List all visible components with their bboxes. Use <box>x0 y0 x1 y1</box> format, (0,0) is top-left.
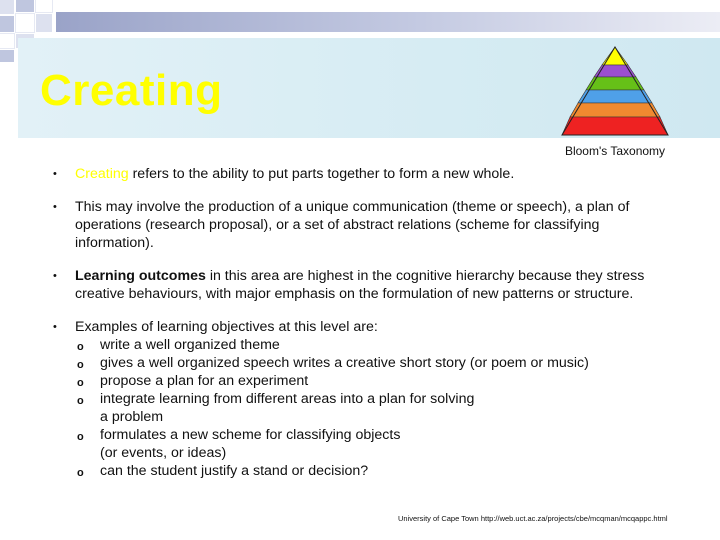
objective-item <box>75 390 480 426</box>
objective-text: propose a plan for an experiment <box>100 373 309 389</box>
decor-square <box>0 50 14 62</box>
bullet-marker: • <box>53 168 57 180</box>
keyword-learning-outcomes: Learning outcomes <box>75 268 206 284</box>
header-stripe <box>56 12 720 32</box>
bullet-marker: • <box>53 321 57 333</box>
pyramid-tier-3 <box>586 77 644 90</box>
objective-item <box>75 462 680 480</box>
decor-square <box>36 0 52 12</box>
decor-square <box>16 14 34 32</box>
sub-bullet-marker: o <box>77 395 84 407</box>
bullet-text: refers to the ability to put parts together to form a new whole. <box>128 166 515 182</box>
bullet-text: This may involve the production of a unique communication (theme or speech), a plan of operations (research proposal), or a set of abstract relations (scheme for classifying information). <box>75 199 630 251</box>
sub-bullet-marker: o <box>77 431 84 443</box>
bloom-pyramid-icon <box>558 45 672 143</box>
objective-item <box>75 372 680 390</box>
source-citation: University of Cape Town http://web.uct.ac.za/projects/cbe/mcqman/mcqappc.html <box>398 514 668 523</box>
pyramid-caption: Bloom's Taxonomy <box>564 144 666 158</box>
pyramid-tier-6 <box>562 117 668 135</box>
bullet-text: Examples of learning objectives at this level are: <box>75 319 378 335</box>
objective-text: write a well organized theme <box>100 337 280 353</box>
objective-item <box>75 336 680 354</box>
decor-square <box>0 34 14 48</box>
slide-title: Creating <box>40 66 223 115</box>
sub-bullet-marker: o <box>77 341 84 353</box>
bullet-learning-outcomes <box>50 267 680 303</box>
bullet-examples <box>50 318 680 480</box>
objective-text: can the student justify a stand or decision? <box>100 463 369 479</box>
decor-square <box>16 0 34 12</box>
sub-bullet-marker: o <box>77 359 84 371</box>
keyword-creating: Creating <box>75 166 129 182</box>
objective-item <box>75 354 680 372</box>
objective-text: gives a well organized speech writes a creative short story (or poem or music) <box>100 355 589 371</box>
decor-square <box>36 14 52 32</box>
bullet-production <box>50 198 680 252</box>
bullet-marker: • <box>53 270 57 282</box>
sub-bullet-marker: o <box>77 377 84 389</box>
objective-text: integrate learning from different areas into a plan for solving a problem <box>100 391 475 425</box>
pyramid-tier-4 <box>578 90 652 103</box>
objective-item <box>75 426 410 462</box>
decor-square <box>0 16 14 32</box>
bullet-marker: • <box>53 201 57 213</box>
slide-body <box>50 165 680 495</box>
decor-square <box>0 0 14 14</box>
pyramid-tier-5 <box>570 103 660 117</box>
bullet-text: in this area are highest in the cognitive hierarchy because they stress creative behaviours, with major emphasis on the formulation of new patterns or structure. <box>75 268 645 302</box>
sub-bullet-marker: o <box>77 467 84 479</box>
objective-text: formulates a new scheme for classifying objects (or events, or ideas) <box>100 427 401 461</box>
bullet-creating <box>50 165 680 183</box>
